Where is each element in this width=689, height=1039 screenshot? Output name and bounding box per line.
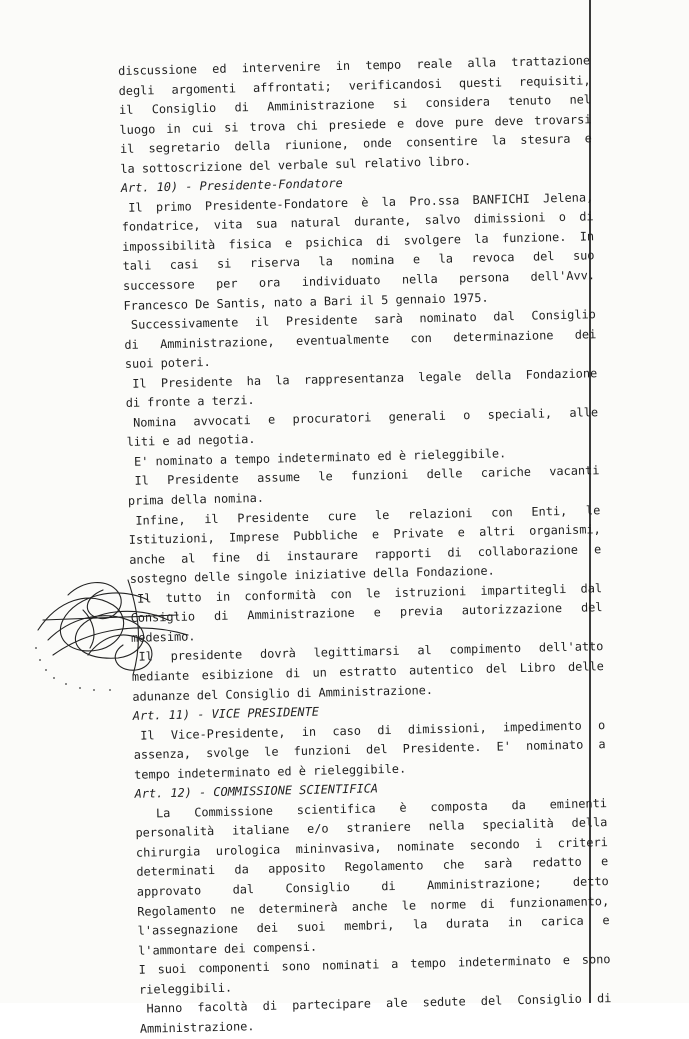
document-line: Nomina avvocati e procuratori generali o speciali, alle — [133, 405, 599, 430]
document-line: chirurgia urologica mininvasiva, nominate secondo i criteri — [135, 834, 608, 860]
document-line: prima della nomina. — [127, 490, 265, 508]
handwritten-signature — [28, 560, 228, 710]
document-line: Il Presidente assume le funzioni delle cariche vacanti — [134, 463, 600, 489]
document-line: l'assegnazione dei suoi membri, la durata in carica e — [137, 913, 610, 938]
document-line: luogo in cui si trova chi presiede e dove pure deve trovarsi — [119, 111, 592, 137]
document-line: Il presidente dovrà legittimarsi al compimento dell'atto — [138, 639, 604, 665]
document-body — [118, 51, 612, 1039]
document-line: degli argomenti affrontati; verificandosi questi requisiti, — [118, 72, 591, 98]
document-line: Il tutto in conformità con le istruzioni impartitegli dal — [137, 580, 603, 606]
document-line: di fronte a terzi. — [125, 393, 255, 411]
document-line: adunanze del Consiglio di Amministrazione. — [132, 682, 434, 704]
article-heading: Art. 11) - VICE PRESIDENTE — [132, 704, 320, 723]
document-line: Amministrazione. — [139, 1018, 255, 1036]
document-line: tali casi si riserva la nomina e la revoca del suo — [122, 248, 595, 274]
document-line: Istituzioni, Imprese Pubbliche e Private e altri organismi, — [128, 522, 601, 548]
article-heading: Art. 12) - COMMISSIONE SCIENTIFICA — [134, 781, 379, 802]
document-line: suoi poteri. — [124, 355, 211, 372]
document-line: mediante esibizione di un estratto autentico del Libro delle — [131, 659, 604, 684]
document-line: Infine, il Presidente cure le relazioni con Enti, le — [135, 502, 601, 528]
document-line: impossibilità fisica e psichica di svolgere la funzione. In — [122, 229, 595, 254]
document-line: successore per ora individuato nella persona dell'Avv. — [122, 268, 596, 293]
document-line: il Consiglio di Amministrazione si considera tenuto nel — [118, 92, 592, 118]
document-line: medesimo. — [130, 629, 196, 645]
document-line: Successivamente il Presidente sarà nominato dal Consiglio — [130, 307, 597, 332]
document-line: Il Presidente ha la rappresentanza legale della Fondazione — [132, 365, 598, 391]
document-line: rieleggibili. — [138, 980, 233, 997]
document-line: fondatrice, vita sua natural durante, salvo dimissioni o di — [121, 209, 594, 235]
document-line: personalità italiane e/o straniere nella specialità della — [135, 815, 608, 841]
document-line: liti e ad negotia. — [126, 432, 256, 450]
document-line: Hanno facoltà di partecipare ale sedute del Consiglio di — [146, 991, 612, 1016]
document-line: E' nominato a tempo indeterminato ed è rieleggibile. — [133, 446, 507, 469]
document-line: l'ammontare dei compensi. — [138, 939, 318, 958]
article-heading: Art. 10) - Presidente-Fondatore — [120, 176, 343, 196]
document-line: approvato dal Consiglio di Amministrazione; detto — [136, 874, 609, 899]
document-line: Il Vice-Presidente, in caso di dimissioni, impedimento o — [140, 717, 606, 743]
document-line: I suoi componenti sono nominati a tempo indeterminato e sono — [138, 952, 611, 977]
document-line: il segretario della riunione, onde consentire la stesura e — [119, 131, 593, 157]
document-line: di Amministrazione, eventualmente con determinazione dei — [124, 326, 597, 352]
document-line: determinati da apposito Regolamento che sarà redatto e — [136, 854, 609, 880]
document-line: Francesco De Santis, nato a Bari il 5 gennaio 1975. — [123, 290, 489, 313]
document-line: Consiglio di Amministrazione e previa autorizzazione del — [130, 600, 603, 626]
document-line: tempo indeterminato ed è rieleggibile. — [134, 761, 407, 782]
document-line: Regolamento ne determinerà anche le norme di funzionamento, — [137, 893, 610, 919]
document-line: discussione ed intervenire in tempo reale alla trattazione — [118, 53, 591, 78]
document-line: Il primo Presidente-Fondatore è la Pro.ssa BANFICHI Jelena, — [128, 190, 594, 215]
document-line: anche al fine di instaurare rapporti di collaborazione e — [129, 541, 602, 567]
document-line: sostegno delle singole iniziative della Fondazione. — [129, 563, 495, 587]
document-line: la sottoscrizione del verbale sul relativo libro. — [120, 153, 472, 176]
document-line: La Commissione scientifica è composta da eminenti — [155, 795, 608, 821]
document-line: assenza, svolge le funzioni del Presidente. E' nominato a — [133, 737, 606, 762]
